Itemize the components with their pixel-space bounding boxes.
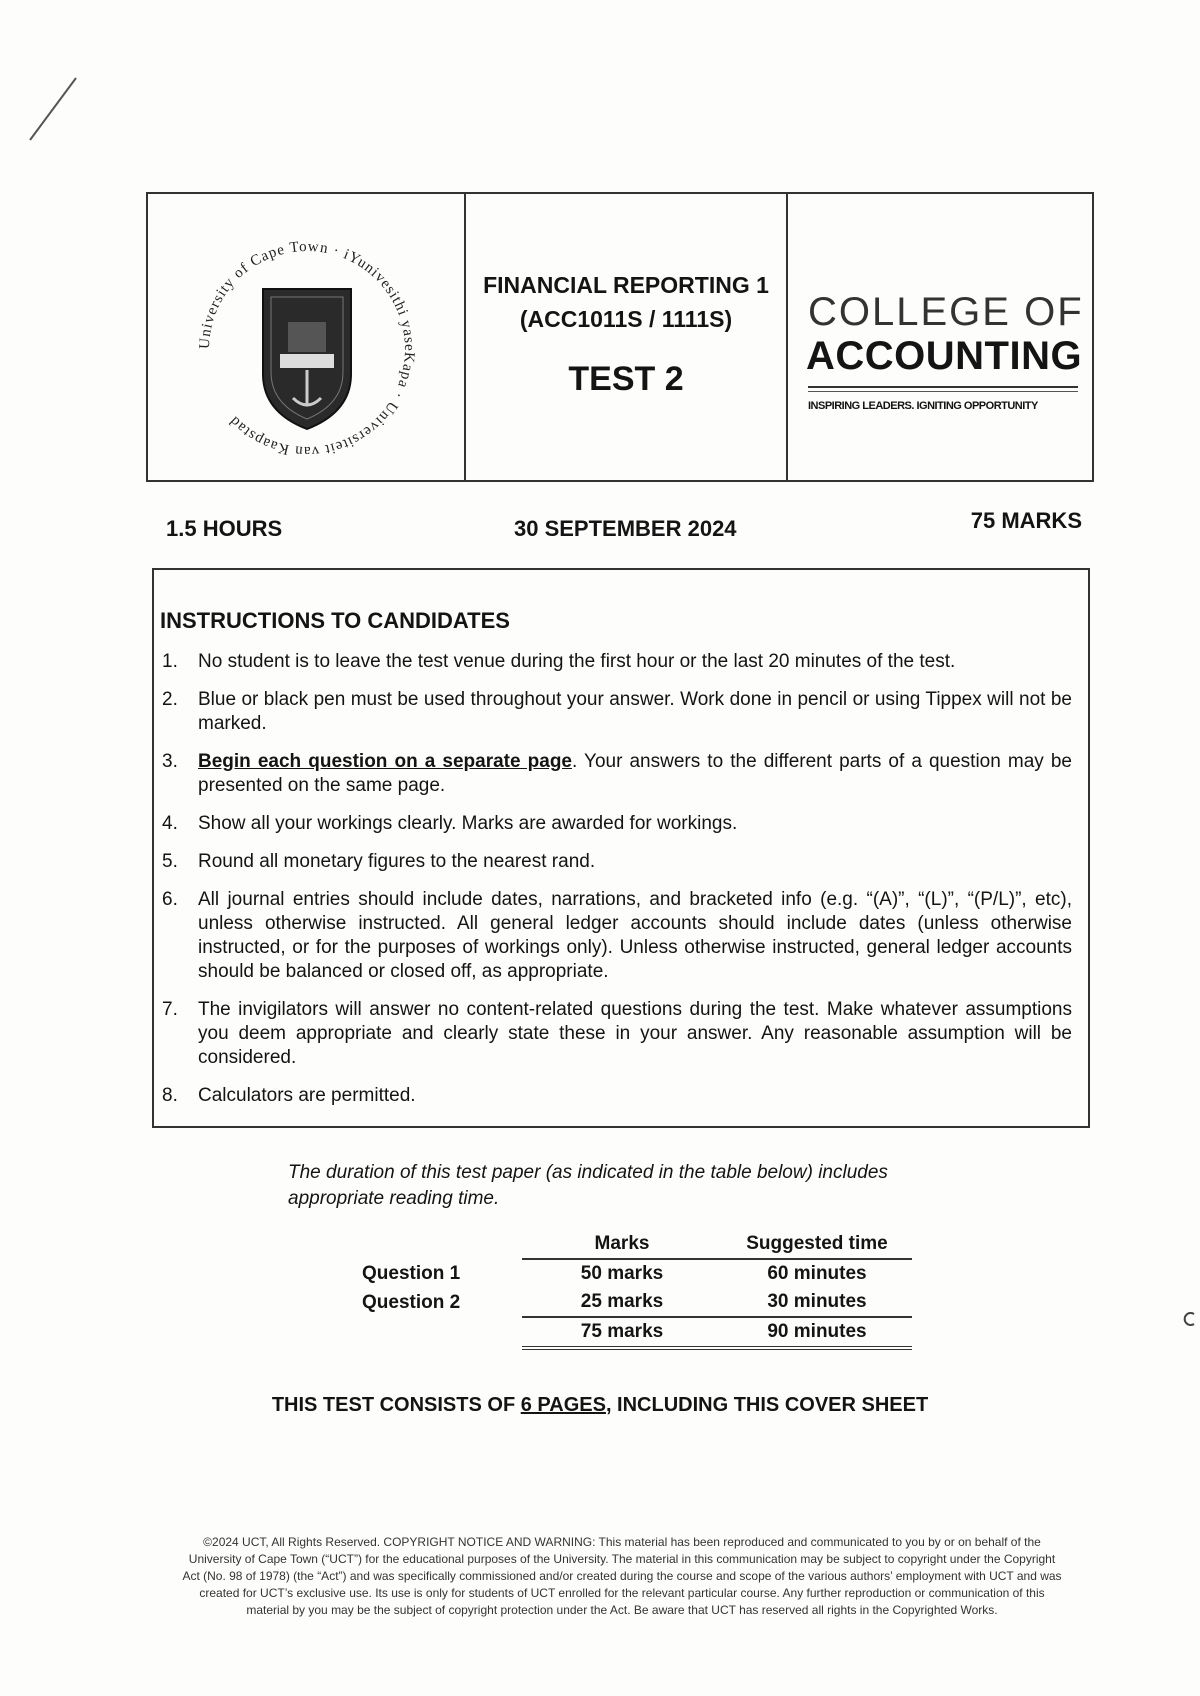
instruction-item: [162, 688, 1072, 736]
test-date: 30 SEPTEMBER 2024: [514, 516, 737, 541]
instruction-number: 7.: [162, 999, 178, 1020]
instruction-item: [162, 650, 1072, 674]
instruction-number: 2.: [162, 689, 178, 710]
instruction-text: All journal entries should include dates, narrations, and bracketed info (e.g. “(A)”, “(L)”, “(P/L)”, etc), unless otherwise instructed. All general ledger accounts should include dates (unless otherwise instructed, or for the purposes of workings only). Unless otherwise instructed, general ledger accounts should be balanced or closed off, as appropriate.: [198, 889, 1072, 982]
duration-note: The duration of this test paper (as indicated in the table below) includes appropriate reading time.: [288, 1162, 888, 1209]
table-row: [362, 1259, 912, 1288]
marks-table-header: [362, 1230, 912, 1259]
page-count-number: 6 PAGES: [520, 1394, 606, 1416]
instruction-text: The invigilators will answer no content-related questions during the test. Make whatever assumptions you deem appropriate and clearly state these in your answer. Any reasonable assumption will be considered.: [198, 999, 1072, 1068]
course-name: FINANCIAL REPORTING 1: [483, 272, 769, 298]
instructions-list: [162, 650, 1072, 1122]
total-time-cell: 90 minutes: [722, 1317, 912, 1348]
instruction-item: [162, 812, 1072, 836]
instruction-text: . Your answers to the different parts of a question may be presented on the same page.: [198, 751, 1072, 796]
test-name: TEST 2: [568, 360, 684, 398]
instruction-item: [162, 750, 1072, 798]
seal-text: University of Cape Town · iYunivesithi yaseKapa · Universiteit van Kaapstad: [196, 238, 418, 460]
total-marks: 75 MARKS: [970, 508, 1082, 533]
instruction-item: [162, 1084, 1072, 1108]
instruction-text-wrapper: [198, 750, 1072, 798]
pen-stroke-mark: [20, 70, 90, 150]
college-logo-cell: [788, 194, 1092, 480]
instruction-number: 1.: [162, 651, 178, 672]
instruction-item: [162, 998, 1072, 1070]
question-marks: 25 marks: [580, 1291, 664, 1312]
instruction-number: 3.: [162, 751, 178, 772]
total-marks-cell: 75 marks: [522, 1317, 722, 1348]
marks-column-header: Marks: [594, 1233, 650, 1254]
instruction-text: Blue or black pen must be used throughout your answer. Work done in pencil or using Tippex will not be marked.: [198, 689, 1072, 734]
accounting-text: ACCOUNTING: [806, 334, 1083, 378]
copyright-notice: ©2024 UCT, All Rights Reserved. COPYRIGHT NOTICE AND WARNING: This material has been reproduced and communicated to you by or on behalf of the University of Cape Town (“UCT”) for the educational purposes of the University. The material in this communication may be subject to copyright under the Copyright Act (No. 98 of 1978) (the “Act”) and was specifically commissioned and/or created during the course and scope of the various authors’ employment with UCT and was created for UCT’s exclusive use. Its use is only for students of UCT enrolled for the relevant particular course. Any further reproduction or communication of this material by you may be the subject of copyright protection under the Act. Be aware that UCT has reserved all rights in the Copyrighted Works.: [182, 1535, 1062, 1617]
page-count-suffix: , INCLUDING THIS COVER SHEET: [605, 1394, 929, 1416]
instruction-text: Show all your workings clearly. Marks are awarded for workings.: [198, 813, 738, 834]
college-of-text: COLLEGE OF: [808, 290, 1084, 334]
test-duration: 1.5 HOURS: [166, 516, 283, 541]
instruction-number: 6.: [162, 889, 178, 910]
instruction-emphasis: Begin each question on a separate page: [198, 751, 572, 772]
instruction-text: Round all monetary figures to the nearest rand.: [198, 851, 596, 872]
question-label: Question 2: [362, 1291, 461, 1313]
instruction-text: No student is to leave the test venue during the first hour or the last 20 minutes of the test.: [198, 651, 956, 672]
course-title-cell: [466, 194, 788, 480]
time-column-header: Suggested time: [746, 1233, 888, 1254]
instructions-title: INSTRUCTIONS TO CANDIDATES: [160, 608, 510, 633]
scan-edge-mark: [1180, 1300, 1200, 1360]
question-time: 60 minutes: [722, 1259, 912, 1288]
instructions-box: [152, 568, 1090, 1128]
question-label: Question 1: [362, 1262, 461, 1284]
page-count-statement: [0, 1394, 1200, 1417]
header-box: [146, 192, 1094, 482]
marks-table: [362, 1230, 912, 1350]
college-divider-thin: [808, 391, 1078, 392]
table-row: [362, 1288, 912, 1317]
table-total-row: [362, 1317, 912, 1348]
instruction-number: 8.: [162, 1085, 178, 1106]
instruction-text: Calculators are permitted.: [198, 1085, 416, 1106]
instruction-item: [162, 850, 1072, 874]
course-code: (ACC1011S / 1111S): [519, 306, 733, 332]
college-divider: [808, 386, 1078, 388]
college-tagline: INSPIRING LEADERS. IGNITING OPPORTUNITY: [808, 400, 1038, 412]
instruction-number: 4.: [162, 813, 178, 834]
page-count-prefix: THIS TEST CONSISTS OF: [271, 1394, 521, 1416]
uct-seal-logo: [148, 194, 466, 480]
instruction-item: [162, 888, 1072, 984]
instruction-number: 5.: [162, 851, 178, 872]
question-marks: 50 marks: [522, 1259, 722, 1288]
question-time: 30 minutes: [767, 1291, 867, 1312]
uct-logo-cell: [148, 194, 466, 480]
